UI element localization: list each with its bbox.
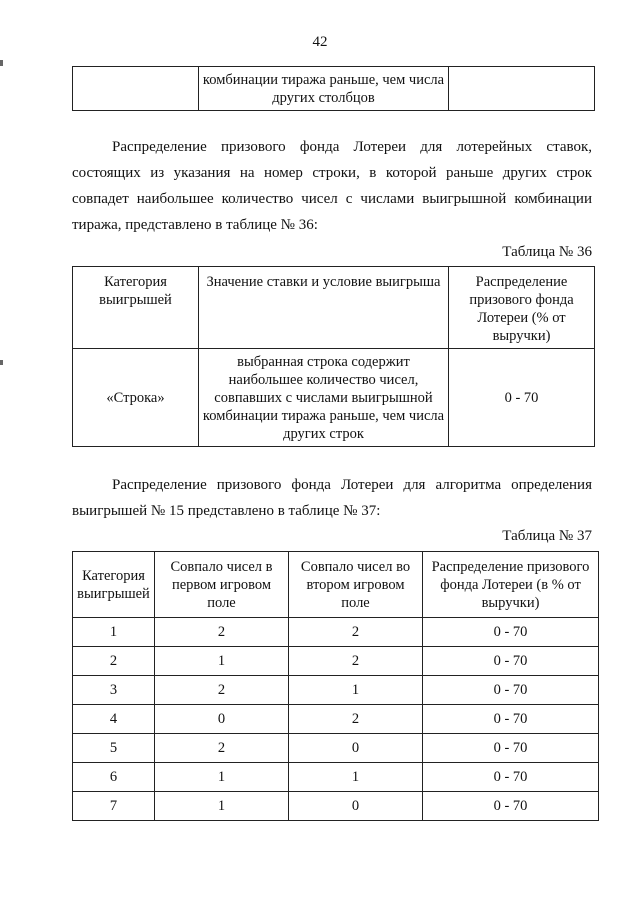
table-cell: 0 - 70: [423, 647, 599, 676]
table-cell: 0 - 70: [423, 734, 599, 763]
continuation-table: [72, 66, 595, 111]
table-header-cell: Категория выигрышей: [73, 267, 199, 349]
table-row: [73, 618, 599, 647]
table-cell: 0 - 70: [423, 792, 599, 821]
scan-edge-mark: [0, 360, 3, 365]
table-cell: 2: [289, 618, 423, 647]
table-36: [72, 266, 595, 447]
table-cell: 2: [289, 705, 423, 734]
scan-edge-mark: [0, 60, 3, 66]
table-cell: комбинации тиража раньше, чем числа других столбцов: [199, 67, 449, 111]
table-cell: 7: [73, 792, 155, 821]
table-header-cell: Категория выигрышей: [73, 552, 155, 618]
table-header-cell: Распределение призового фонда Лотереи (% от выручки): [449, 267, 595, 349]
paragraph-1-text: Распределение призового фонда Лотереи для лотерейных ставок, состоящих из указания на номер строки, в которой раньше других строк совпадет наибольшее количество чисел с числами выигрышной комбинации тиража, представлено в таблице № 36:: [72, 139, 592, 233]
table-row: [73, 676, 599, 705]
table-cell: 0 - 70: [423, 618, 599, 647]
table-37-caption: Таблица № 37: [502, 528, 592, 544]
paragraph-1: [72, 134, 592, 238]
table-header-cell: Совпало чисел в первом игровом поле: [155, 552, 289, 618]
table-37-body: [73, 618, 599, 821]
table-cell: 2: [155, 734, 289, 763]
table-row: [73, 763, 599, 792]
table-cell: 2: [73, 647, 155, 676]
table-cell: 0: [289, 734, 423, 763]
table-cell: выбранная строка содержит наибольшее количество чисел, совпавших с числами выигрышной комбинации тиража раньше, чем числа других строк: [199, 349, 449, 447]
table-cell: 2: [155, 618, 289, 647]
table-cell: 0 - 70: [423, 676, 599, 705]
table-cell: 0 - 70: [423, 705, 599, 734]
table-header-cell: Значение ставки и условие выигрыша: [199, 267, 449, 349]
table-cell: [73, 67, 199, 111]
table-cell: 1: [155, 792, 289, 821]
table-row: [73, 734, 599, 763]
table-cell: 1: [155, 647, 289, 676]
table-cell: 0: [289, 792, 423, 821]
table-header-cell: Совпало чисел во втором игровом поле: [289, 552, 423, 618]
table-cell: [449, 67, 595, 111]
table-cell: 1: [73, 618, 155, 647]
table-row: [73, 792, 599, 821]
table-cell: 1: [155, 763, 289, 792]
page-number: 42: [312, 34, 328, 50]
table-cell: 2: [289, 647, 423, 676]
paragraph-2: [72, 472, 592, 524]
table-36-caption: Таблица № 36: [502, 244, 592, 260]
table-header-cell: Распределение призового фонда Лотереи (в % от выручки): [423, 552, 599, 618]
table-cell: 2: [155, 676, 289, 705]
table-cell: 0 - 70: [449, 349, 595, 447]
table-cell: «Строка»: [73, 349, 199, 447]
table-cell: 6: [73, 763, 155, 792]
table-cell: 5: [73, 734, 155, 763]
table-cell: 0 - 70: [423, 763, 599, 792]
table-37: [72, 551, 599, 821]
table-cell: 4: [73, 705, 155, 734]
paragraph-2-text: Распределение призового фонда Лотереи для алгоритма определения выигрышей № 15 представлено в таблице № 37:: [72, 477, 592, 519]
table-row: [73, 647, 599, 676]
table-cell: 1: [289, 676, 423, 705]
table-cell: 3: [73, 676, 155, 705]
table-cell: 0: [155, 705, 289, 734]
table-cell: 1: [289, 763, 423, 792]
table-row: [73, 705, 599, 734]
